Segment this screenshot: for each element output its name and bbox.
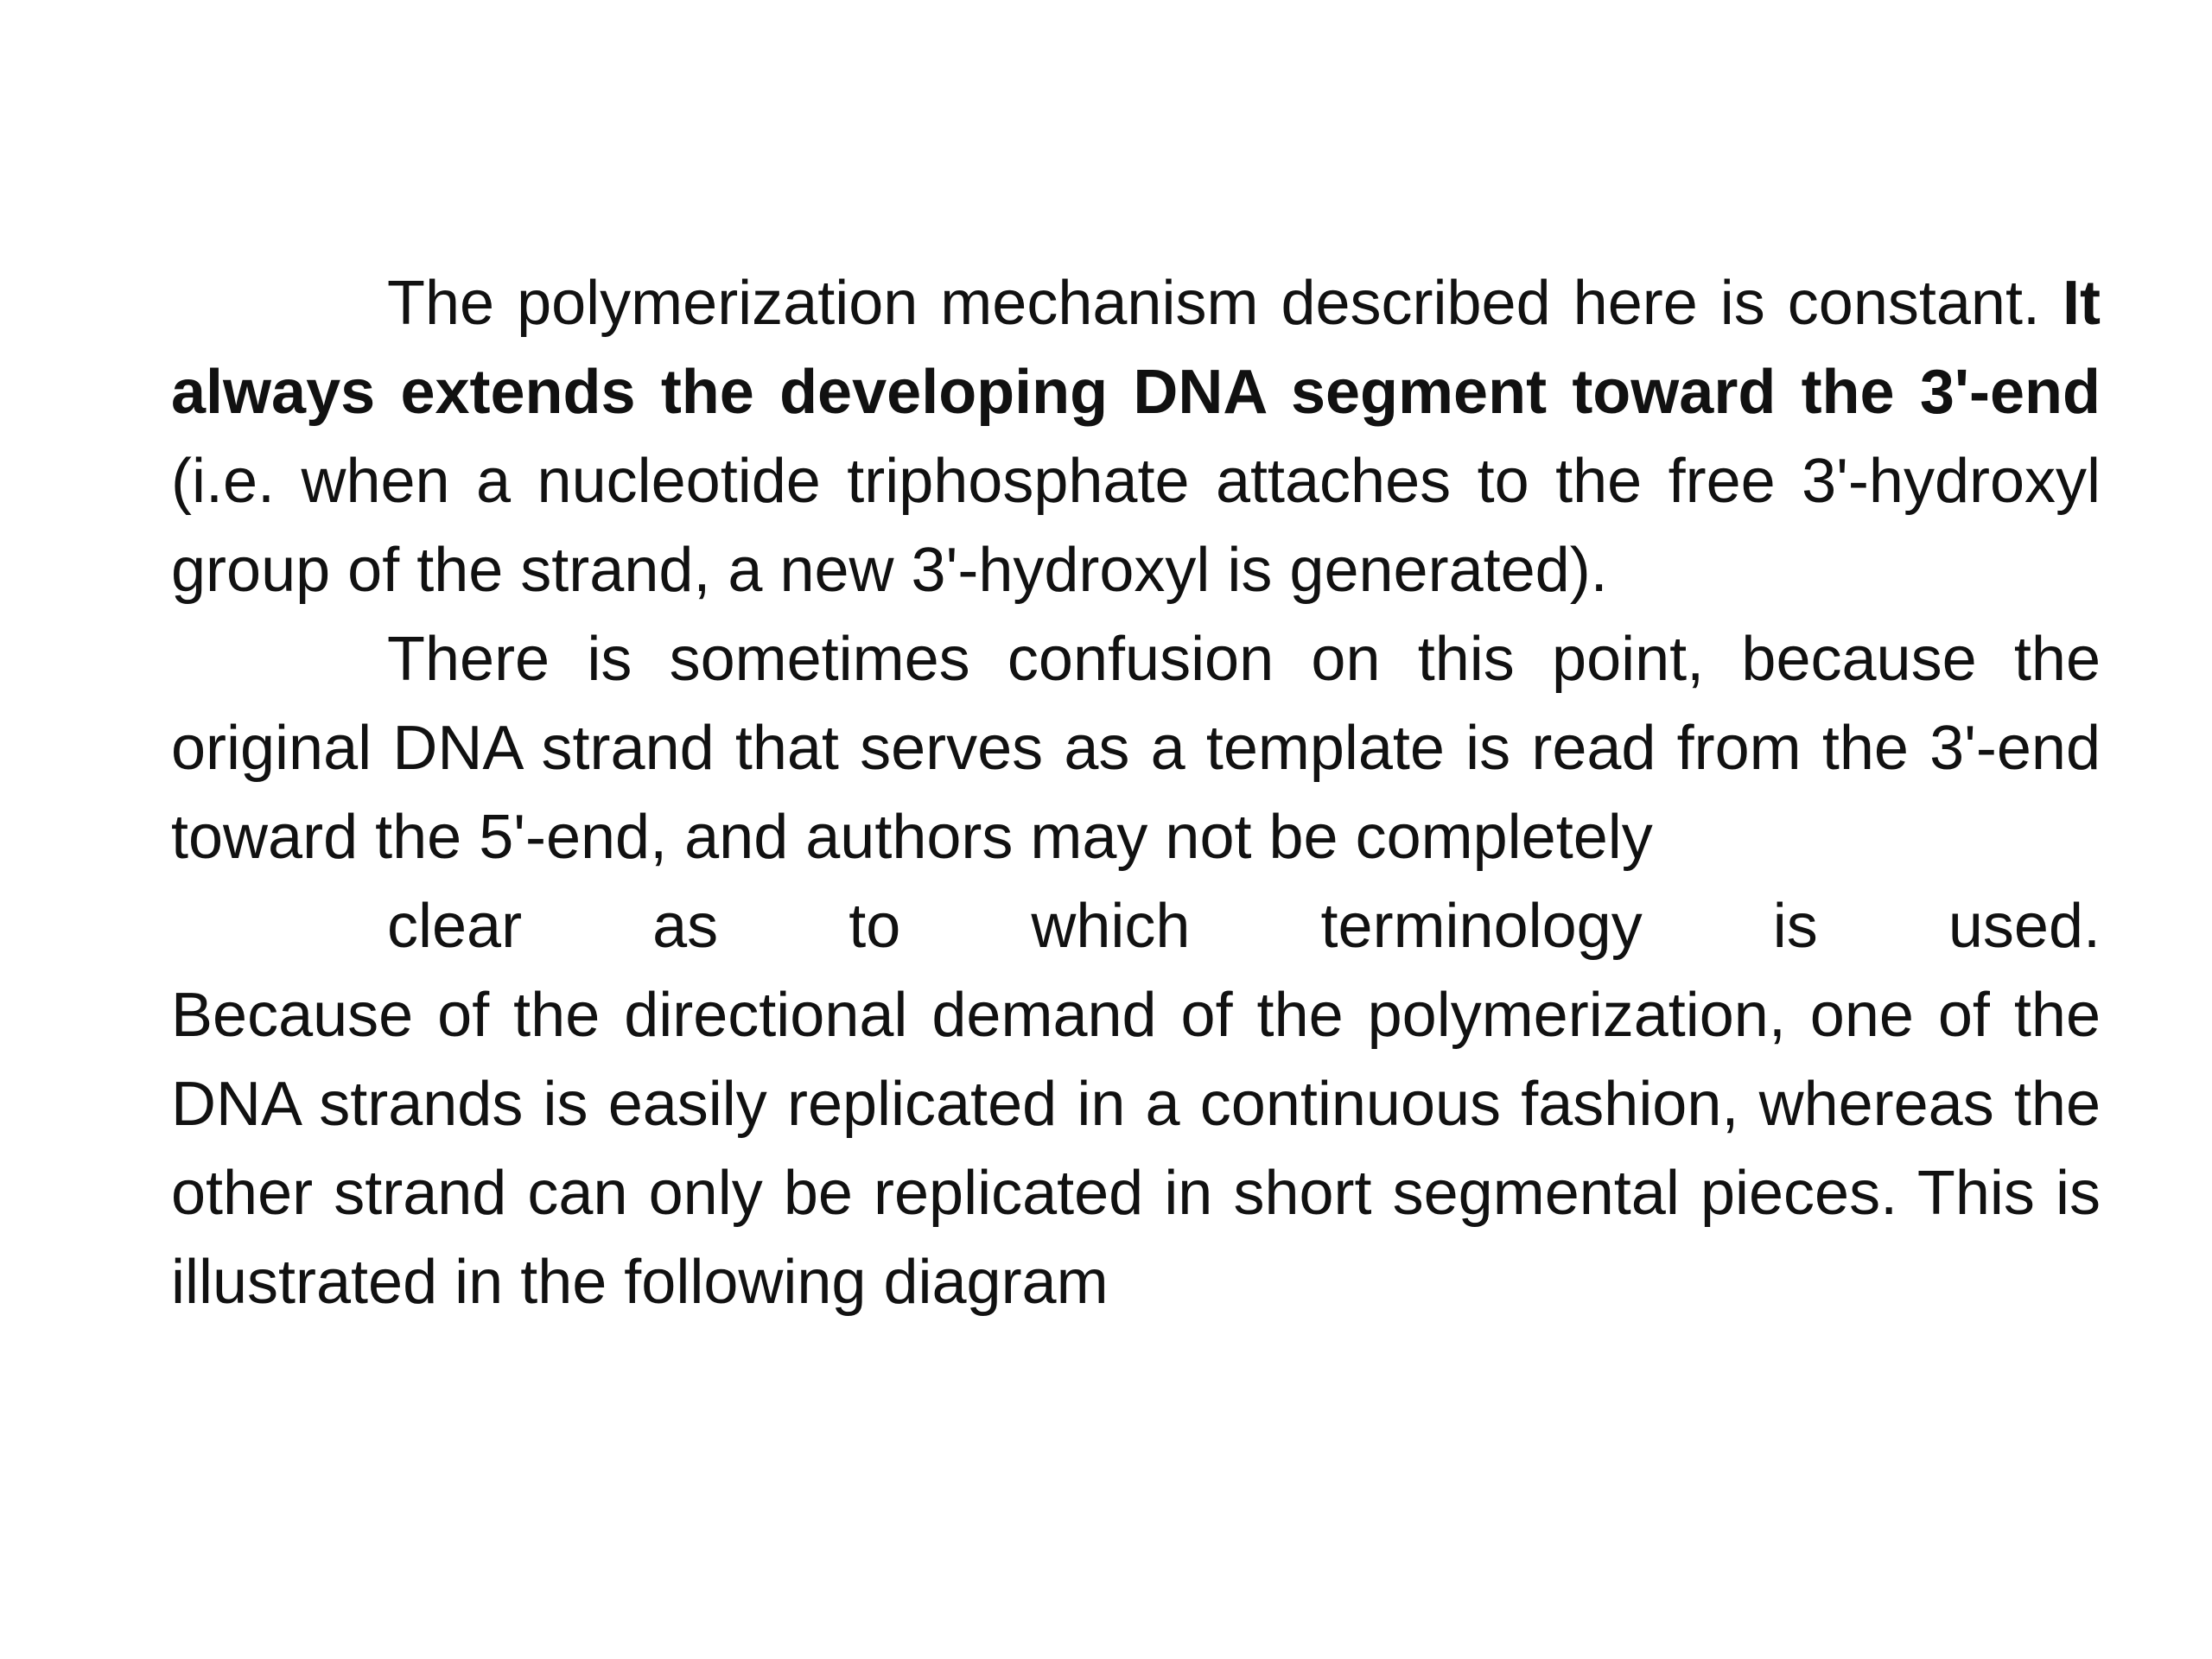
paragraph2-part1: There is sometimes confusion on this point, because the original DNA strand that serves as a template is read from the 3'-end toward the 5'-end, and authors may not be completely: [171, 625, 2101, 872]
paragraph1-intro: The polymerization mechanism described here is constant.: [387, 269, 2040, 338]
slide-text-body: [171, 259, 2101, 1327]
paragraph-confusion-note: [171, 615, 2101, 1327]
paragraph-polymerization-mechanism: [171, 259, 2101, 615]
paragraph1-bold-statement: It always extends the developing DNA segment toward the 3'-end: [171, 269, 2101, 427]
paragraph2-justified-line: clear as to which terminology is used.: [387, 892, 2101, 961]
paragraph2-part2: Because of the directional demand of the polymerization, one of the DNA strands is easily replicated in a continuous fashion, whereas the other strand can only be replicated in short segmental pieces. This is illustrated in the following diagram: [171, 981, 2101, 1317]
paragraph1-explanation: (i.e. when a nucleotide triphosphate attaches to the free 3'-hydroxyl group of the strand, a new 3'-hydroxyl is generated).: [171, 447, 2101, 605]
